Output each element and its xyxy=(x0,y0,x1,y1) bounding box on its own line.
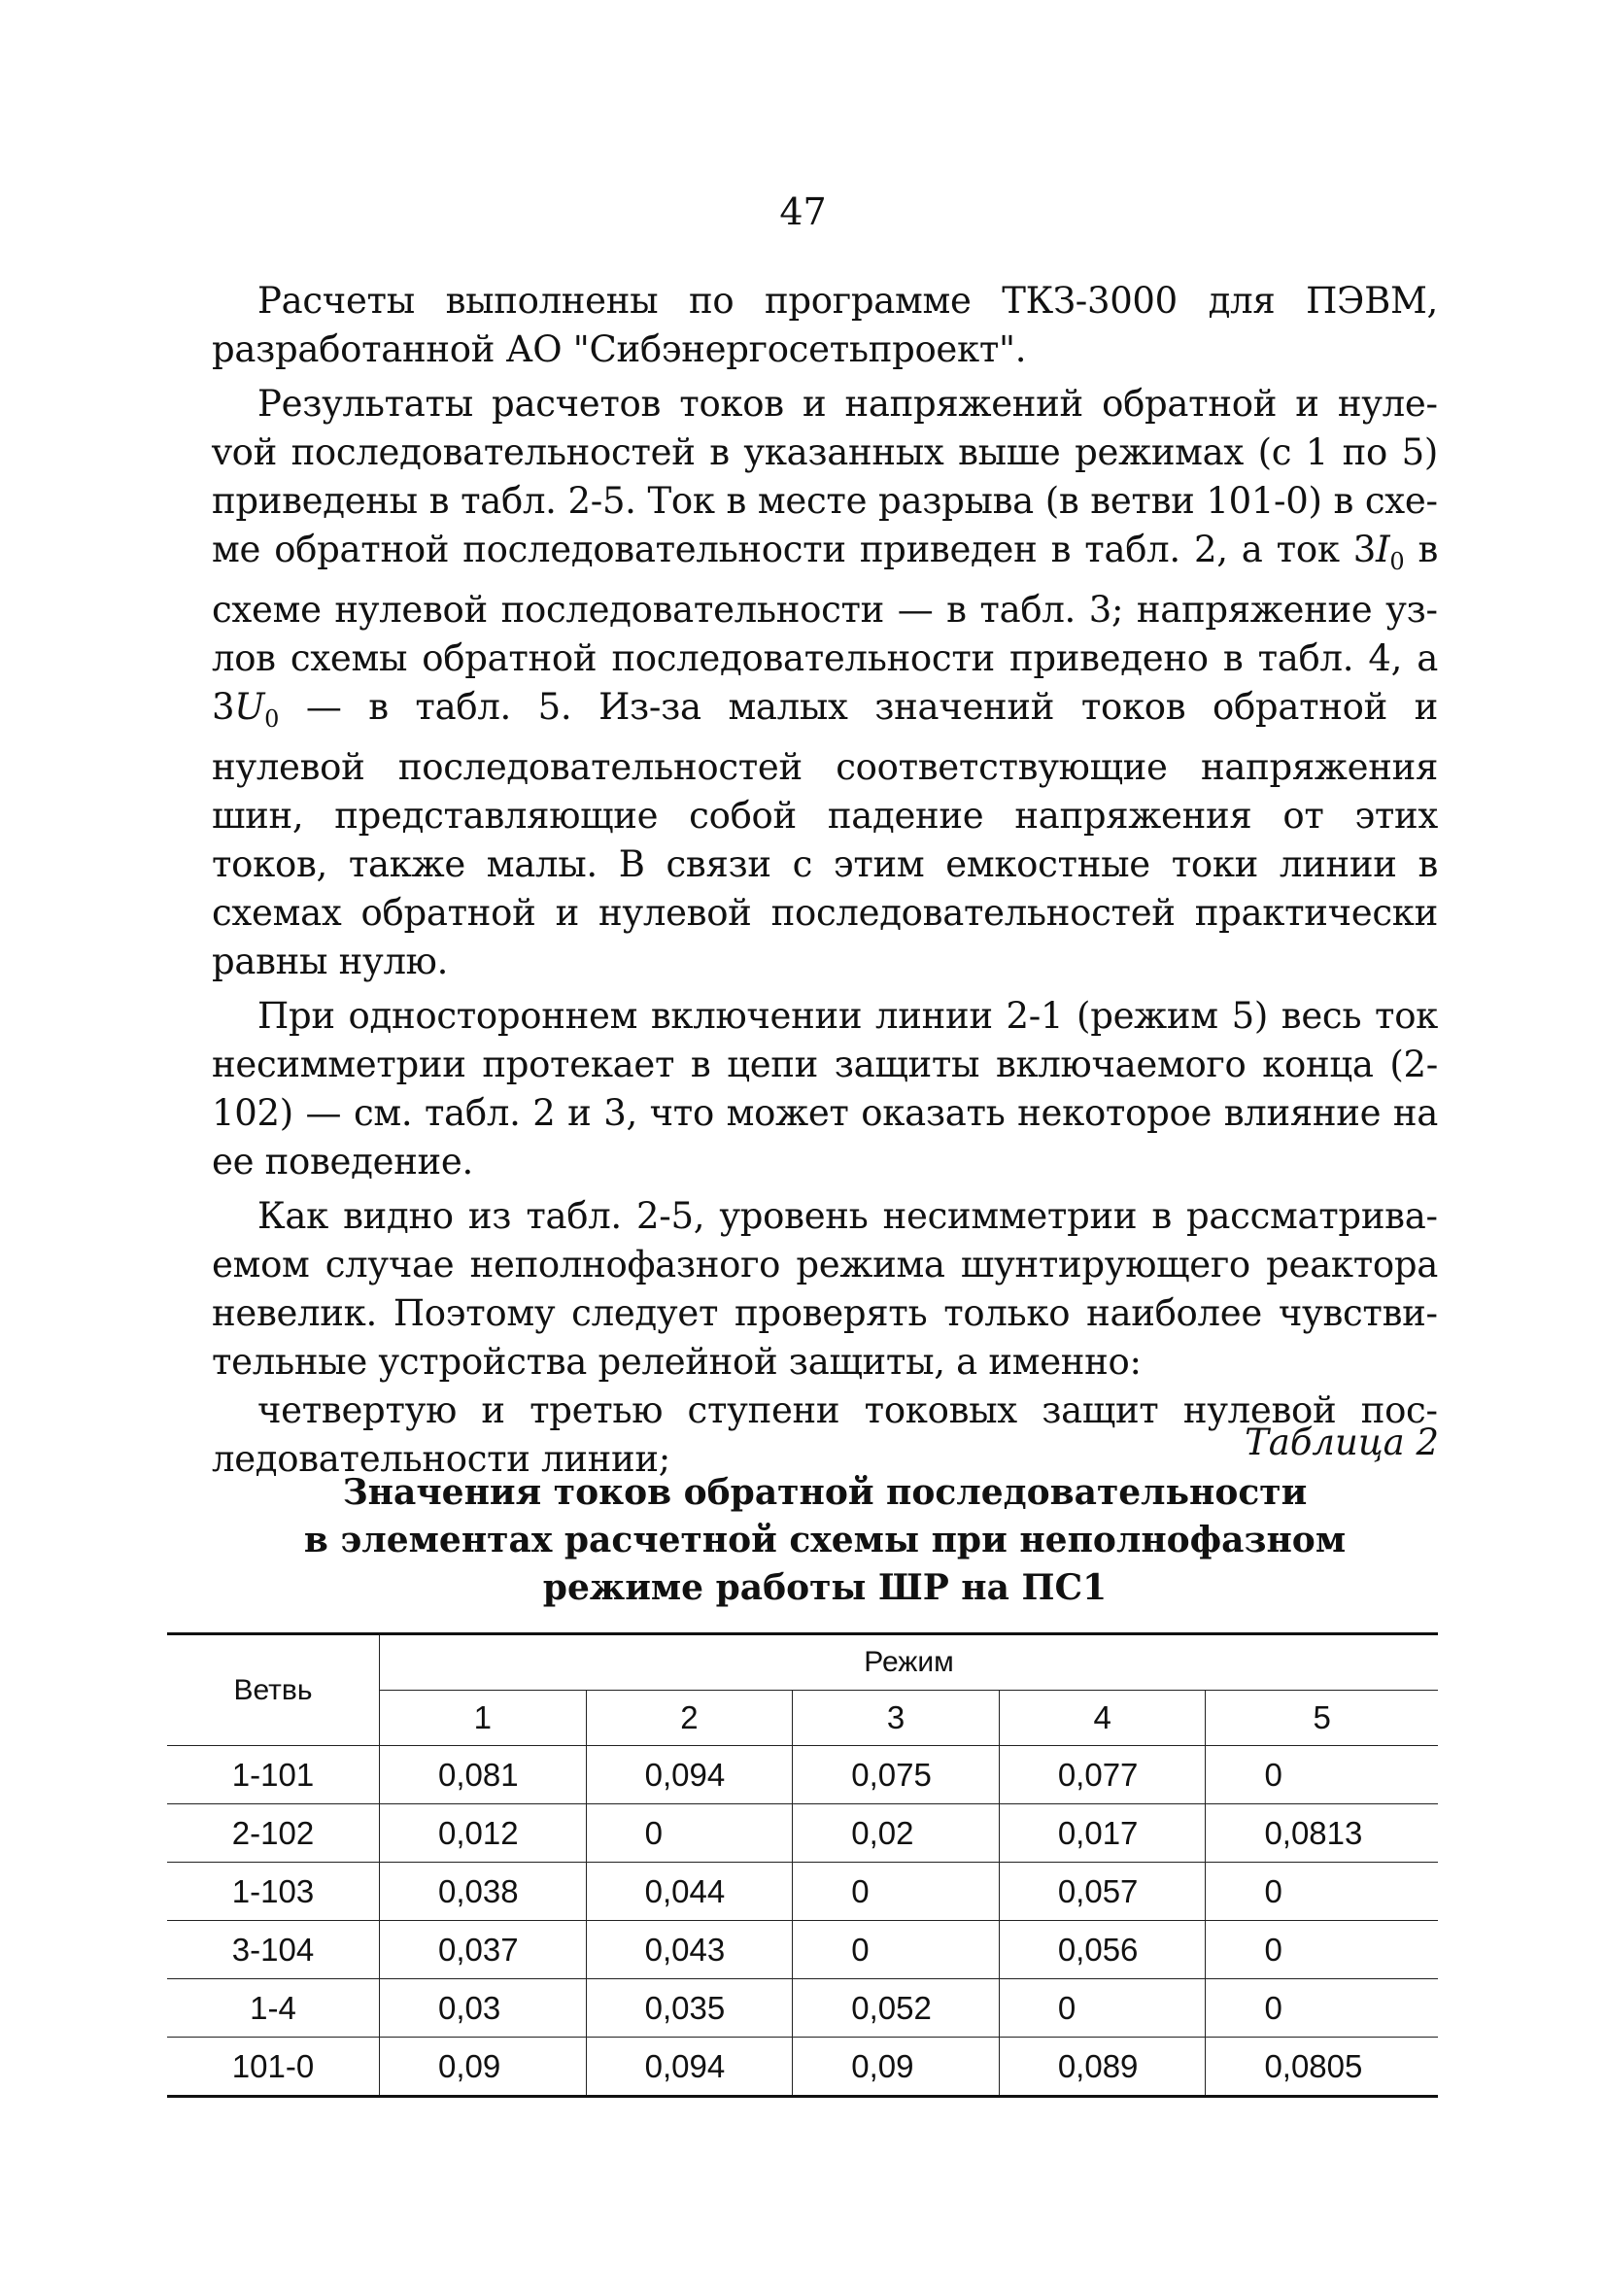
value-cell: 0,089 xyxy=(999,2038,1206,2097)
table-title-line: режиме работы ШР на ПС1 xyxy=(542,1567,1108,1608)
value-cell: 0,012 xyxy=(380,1804,587,1863)
branch-cell: 1-4 xyxy=(167,1979,380,2038)
value-cell: 0,043 xyxy=(586,1921,793,1979)
value-cell: 0 xyxy=(1206,1921,1438,1979)
value-cell: 0,017 xyxy=(999,1804,1206,1863)
paragraph-2-part-c: — в табл. 5. Из-за малых значений токов обратной и нулевой последовательностей соответствующие напряжения шин, представляющие собой падение напряжения от этих токов, также малы. В связи с этим емкостные токи линии в схемах обратной и нулевой последовательностей практически равны нулю. xyxy=(212,686,1438,982)
value-cell: 0,094 xyxy=(586,2038,793,2097)
column-header-mode-4: 4 xyxy=(999,1691,1206,1746)
value-cell: 0,075 xyxy=(793,1746,1000,1804)
value-cell: 0,052 xyxy=(793,1979,1000,2038)
branch-cell: 3-104 xyxy=(167,1921,380,1979)
value-cell: 0,057 xyxy=(999,1863,1206,1921)
value-cell: 0,094 xyxy=(586,1746,793,1804)
paragraph-1: Расчеты выполнены по программе ТКЗ-3000 для ПЭВМ, разработанной АО "Сибэнергосетьпроект". xyxy=(212,280,1438,370)
column-header-mode-5: 5 xyxy=(1206,1691,1438,1746)
column-header-mode: Режим xyxy=(380,1634,1439,1691)
currents-table xyxy=(167,1632,1438,2098)
column-header-branch: Ветвь xyxy=(167,1634,380,1746)
column-header-mode-3: 3 xyxy=(793,1691,1000,1746)
value-cell: 0 xyxy=(793,1863,1000,1921)
value-cell: 0,056 xyxy=(999,1921,1206,1979)
table-row xyxy=(167,1863,1438,1921)
value-cell: 0 xyxy=(999,1979,1206,2038)
value-cell: 0,038 xyxy=(380,1863,587,1921)
voltage-symbol-u: U xyxy=(234,686,265,728)
table-row xyxy=(167,2038,1438,2097)
table-title-line: в элементах расчетной схемы при неполнофазном xyxy=(303,1520,1347,1560)
value-cell: 0 xyxy=(793,1921,1000,1979)
value-cell: 0,03 xyxy=(380,1979,587,2038)
value-cell: 0 xyxy=(1206,1979,1438,2038)
table-row xyxy=(167,1979,1438,2038)
value-cell: 0,044 xyxy=(586,1863,793,1921)
body-text xyxy=(212,277,1438,1484)
value-cell: 0,0805 xyxy=(1206,2038,1438,2097)
current-symbol-i: I xyxy=(1376,529,1390,570)
branch-cell: 1-101 xyxy=(167,1746,380,1804)
paragraph-2 xyxy=(212,380,1438,986)
value-cell: 0,0813 xyxy=(1206,1804,1438,1863)
table-title-line: Значения токов обратной последовательности xyxy=(342,1472,1308,1513)
value-cell: 0,09 xyxy=(380,2038,587,2097)
table-row xyxy=(167,1746,1438,1804)
branch-cell: 101-0 xyxy=(167,2038,380,2097)
branch-cell: 2-102 xyxy=(167,1804,380,1863)
table-row xyxy=(167,1921,1438,1979)
value-cell: 0,077 xyxy=(999,1746,1206,1804)
value-cell: 0 xyxy=(1206,1746,1438,1804)
paragraph-2-part-b: в схеме нулевой последовательности — в табл. 3; напряжение узлов схемы обратной последовательности приведено в табл. 4, а 3 xyxy=(212,529,1438,728)
value-cell: 0 xyxy=(1206,1863,1438,1921)
value-cell: 0,02 xyxy=(793,1804,1000,1863)
table-caption: Таблица 2 xyxy=(1245,1422,1439,1463)
value-cell: 0,09 xyxy=(793,2038,1000,2097)
paragraph-4: Как видно из табл. 2-5, уровень несимметрии в рассматриваемом случае неполнофазного режима шунтирующего реактора невелик. Поэтому следует проверять только наиболее чувствительные устройства релейной защиты, а именно: xyxy=(212,1195,1438,1383)
table-row xyxy=(167,1804,1438,1863)
subscript-zero: 0 xyxy=(264,705,280,733)
value-cell: 0,035 xyxy=(586,1979,793,2038)
subscript-zero: 0 xyxy=(1389,548,1405,575)
table-title xyxy=(212,1469,1438,1612)
paragraph-3: При одностороннем включении линии 2-1 (режим 5) весь ток несимметрии протекает в цепи защиты включаемого конца (2-102) — см. табл. 2 и 3, что может оказать некоторое влияние на ее поведение. xyxy=(212,995,1438,1182)
column-header-mode-1: 1 xyxy=(380,1691,587,1746)
column-header-mode-2: 2 xyxy=(586,1691,793,1746)
table-header-row xyxy=(167,1634,1438,1691)
value-cell: 0,081 xyxy=(380,1746,587,1804)
paragraph-2-part-a: Результаты расчетов токов и напряжений обратной и нулеvой последовательностей в указанных выше режимах (с 1 по 5) приведены в табл. 2-5. Ток в месте разрыва (в ветви 101-0) в схеме обратной последовательности приведен в табл. 2, а ток 3 xyxy=(212,383,1438,570)
branch-cell: 1-103 xyxy=(167,1863,380,1921)
paragraph-5: четвертую и третью ступени токовых защит нулевой последовательности линии; xyxy=(212,1389,1438,1480)
page-number: 47 xyxy=(779,190,827,233)
value-cell: 0,037 xyxy=(380,1921,587,1979)
value-cell: 0 xyxy=(586,1804,793,1863)
